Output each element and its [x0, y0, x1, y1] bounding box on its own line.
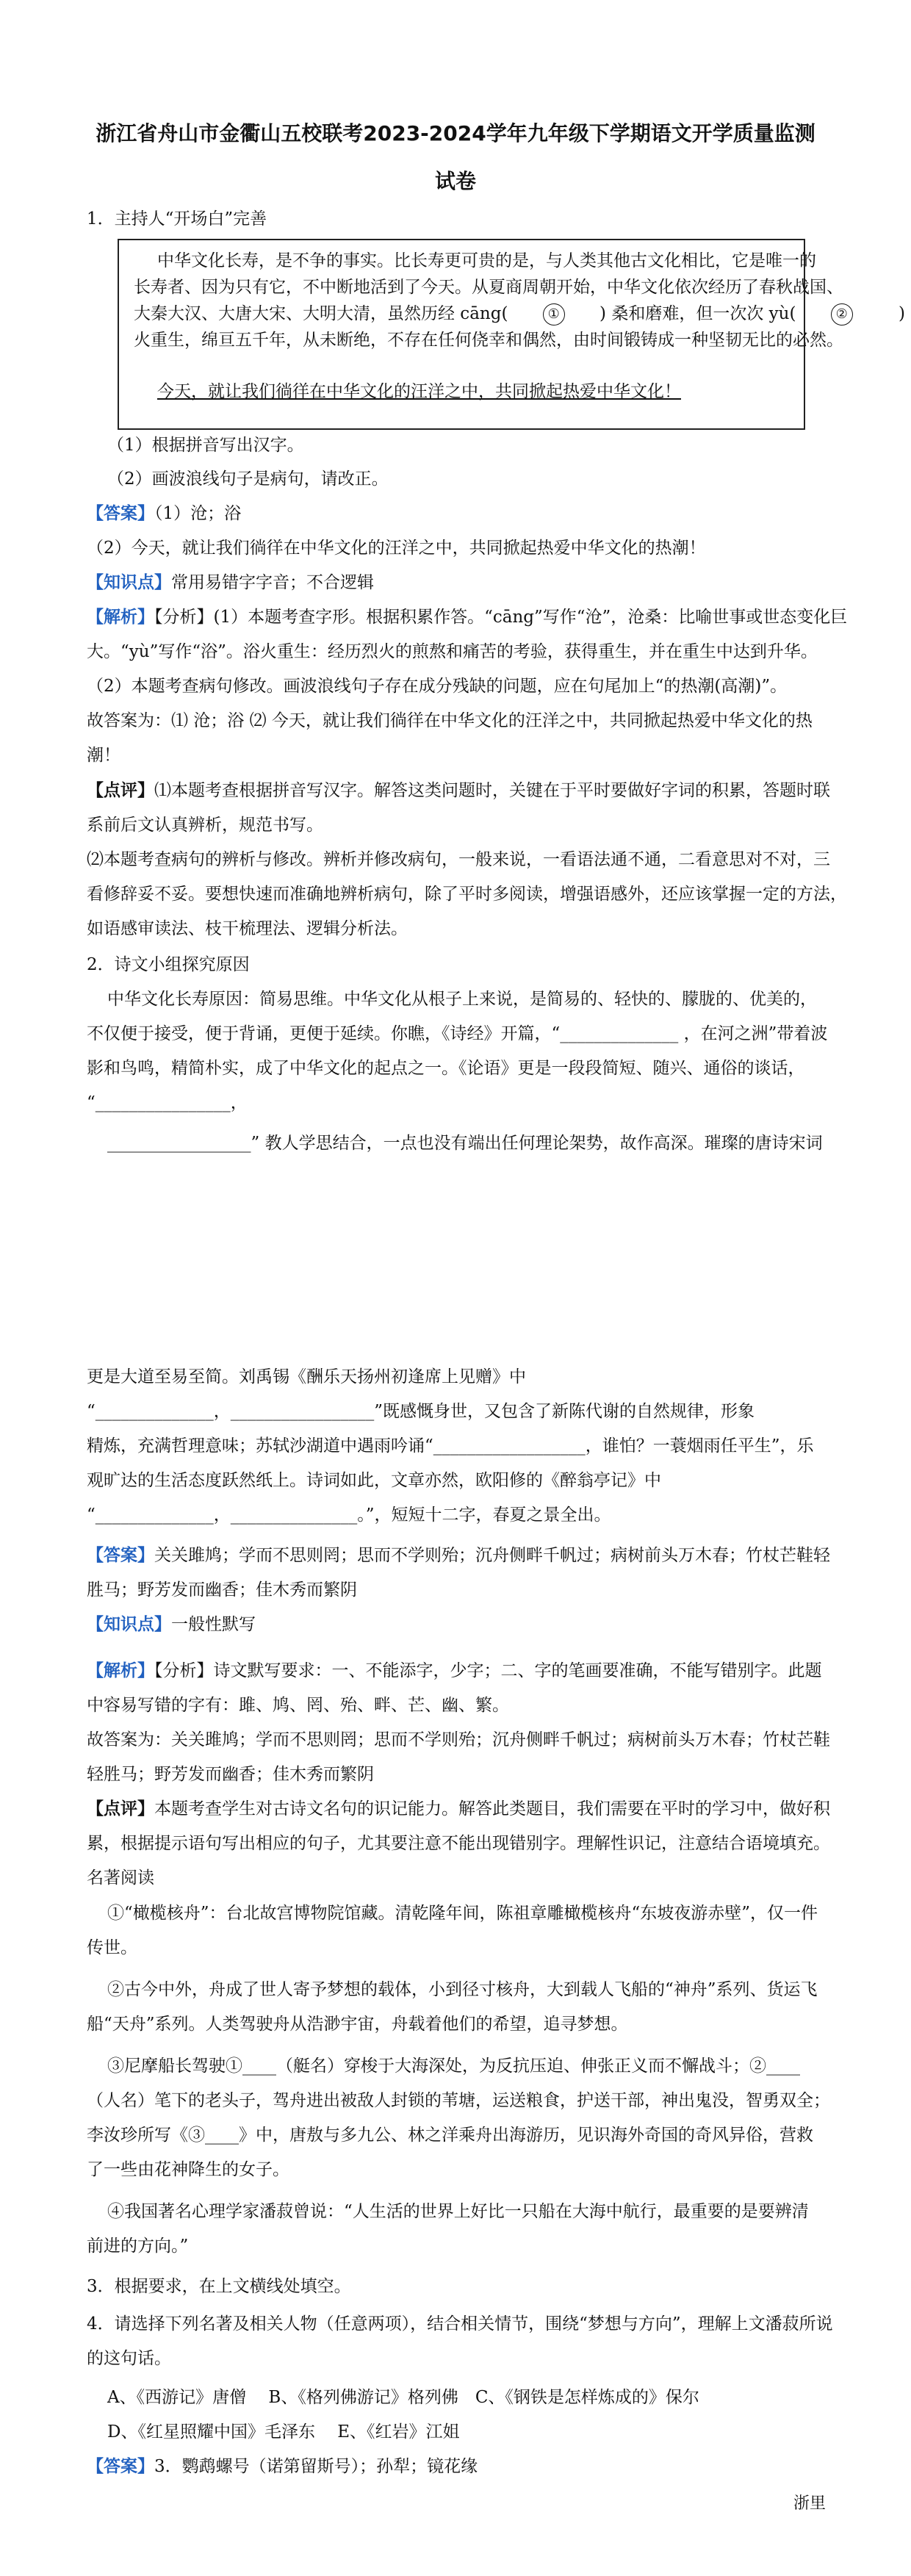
q2-kp-text: 一般性默写 — [171, 1615, 256, 1634]
reading-p2-2: 船“天舟”系列。人类驾驶舟从浩渺宇宙，舟载着他们的希望，追寻梦想。 — [87, 2015, 628, 2034]
q2-comment-2: 累，根据提示语句写出相应的句子，尤其要注意不能出现错别字。理解性识记，注意结合语境填充。 — [87, 1834, 830, 1853]
reading-p1-2: 传世。 — [87, 1938, 137, 1957]
q2-para2-1: 更是大道至易至简。刘禹锡《酬乐天扬州初逢席上见赠》中 — [87, 1367, 526, 1386]
q2-para2-5: “______________，_______________。”，短短十二字，春夏之景全出。 — [87, 1505, 611, 1525]
q1-analysis-4: 故答案为：⑴ 沧；浴 ⑵ 今天，就让我们徜徉在中华文化的汪洋之中，共同掀起热爱中华文化的热 — [87, 711, 813, 730]
q1-box-line-4: 火重生，绵亘五千年，从未断绝，不存在任何侥幸和偶然，由时间锻铸成一种坚韧无比的必然。 — [134, 331, 843, 350]
q1-comment-1 — [87, 779, 829, 802]
reading-p4-2: 前进的方向。” — [87, 2237, 189, 2256]
q2-analysis-4: 轻胜马；野芳发而幽香；佳木秀而繁阴 — [87, 1765, 374, 1784]
q1-box-wavy-sentence: 今天，就让我们徜徉在中华文化的汪洋之中，共同掀起热爱中华文化！ — [157, 382, 681, 401]
q1-comment-text-1: ⑴本题考查根据拼音写汉字。解答这类问题时，关键在于平时要做好字词的积累，答题时联 — [154, 781, 830, 800]
q2-analysis-3: 故答案为：关关雎鸠；学而不思则罔；思而不学则殆；沉舟侧畔千帆过；病树前头万木春；竹杖芒鞋 — [87, 1730, 830, 1749]
document-title-line1: 浙江省舟山市金衢山五校联考2023-2024学年九年级下学期语文开学质量监测 — [96, 121, 815, 145]
comment-tag: 【点评】 — [87, 780, 154, 800]
reading-p2-1: ②古今中外，舟成了世人寄予梦想的载体，小到径寸核舟，大到载人飞船的“神舟”系列、货运飞 — [107, 1980, 818, 1999]
q1-comment-3: ⑵本题考查病句的辨析与修改。辨析并修改病句，一般来说，一看语法通不通，二看意思对不对，三 — [87, 850, 830, 869]
q1-analysis-2: 大。“yù”写作“浴”。浴火重生：经历烈火的煎熬和痛苦的考验，获得重生，并在重生中达到升华。 — [87, 642, 818, 661]
page-footer: 浙里 — [793, 2494, 827, 2513]
q1-comment-4: 看修辞妥不妥。要想快速而准确地辨析病句，除了平时多阅读，增强语感外，还应该掌握一定的方法， — [87, 885, 847, 904]
q2-para-3: 影和鸟鸣，精简朴实，成了中华文化的起点之一。《论语》更是一段段简短、随兴、通俗的谈话， — [87, 1059, 805, 1078]
q2-para2-3: 精炼，充满哲理意味；苏轼沙湖道中遇雨吟诵“__________________，谁怕？一蓑烟雨任平生”，乐 — [87, 1436, 814, 1456]
blank-mark-2: ② — [831, 303, 853, 325]
q2-answer-2: 胜马；野芳发而幽香；佳木秀而繁阴 — [87, 1580, 357, 1600]
reading-p3-1: ③尼摩船长驾驶①____（艇名）穿梭于大海深处，为反抗压迫、伸张正义而不懈战斗；②____ — [107, 2057, 800, 2076]
q2-stem: 2．诗文小组探究原因 — [87, 955, 250, 974]
answer-tag: 【答案】 — [87, 1545, 154, 1565]
q1-box-line-3-c: ) — [899, 304, 906, 323]
reading-p4-1: ④我国著名心理学家潘菽曾说：“人生活的世界上好比一只船在大海中航行，最重要的是要辨清 — [107, 2202, 809, 2221]
q1-comment-2: 系前后文认真辨析，规范书写。 — [87, 816, 323, 835]
q2-comment-text-1: 本题考查学生对古诗文名句的识记能力。解答此类题目，我们需要在平时的学习中，做好积 — [154, 1799, 830, 1818]
q1-box-line-3-a: 大秦大汉、大唐大宋、大明大清，虽然历经 cāng( — [134, 304, 508, 323]
q2-comment-1 — [87, 1797, 829, 1821]
q1-sub2: （2）画波浪线句子是病句，请改正。 — [107, 469, 389, 489]
kp-tag: 【知识点】 — [87, 1614, 171, 1634]
q2-para2-2: “______________，_________________”既感慨身世，又包含了新陈代谢的自然规律，形象 — [87, 1402, 755, 1421]
q2-para-1: 中华文化长寿原因：简易思维。中华文化从根子上来说，是简易的、轻快的、朦胧的、优美的， — [107, 990, 817, 1009]
document-title-line2: 试卷 — [434, 169, 476, 193]
q1-analysis-1 — [87, 605, 848, 629]
q2-para-4: “________________， — [87, 1093, 248, 1112]
q1-analysis-3: （2）本题考查病句修改。画波浪线句子存在成分残缺的问题，应在句尾加上“的热潮(高潮)”。 — [87, 677, 788, 696]
reading-p3-3: 李汝珍所写《③____》中，唐敖与多九公、林之洋乘舟出海游历，见识海外奇国的奇风异俗，营救 — [87, 2126, 813, 2145]
q2-analysis-1 — [87, 1659, 829, 1683]
reading-p3-4: 了一些由花神降生的女子。 — [87, 2160, 289, 2179]
q1-box-line-3 — [134, 302, 906, 325]
q4-stem-1: 4．请选择下列名著及相关人物（任意两项），结合相关情节，围绕“梦想与方向”，理解上文潘菽所说 — [87, 2314, 833, 2334]
answer-tag: 【答案】 — [87, 2456, 154, 2476]
q2-para2-4: 观旷达的生活态度跃然纸上。诗词如此，文章亦然，欧阳修的《醉翁亭记》中 — [87, 1471, 661, 1490]
q2-answer-text-1: 关关雎鸠；学而不思则罔；思而不学则殆；沉舟侧畔千帆过；病树前头万木春；竹杖芒鞋轻 — [154, 1546, 830, 1565]
answer-tag: 【答案】 — [87, 503, 154, 523]
reading-answer — [87, 2455, 829, 2478]
q1-kp-text: 常用易错字字音；不合逻辑 — [171, 573, 374, 592]
q2-para-5: _________________” 教人学思结合，一点也没有端出任何理论架势，故作高深。璀璨的唐诗宋词 — [107, 1134, 823, 1153]
q1-passage-box — [118, 239, 906, 430]
q1-comment-5: 如语感审读法、枝干梳理法、逻辑分析法。 — [87, 919, 408, 938]
q1-answer-2: （2）今天，就让我们徜徉在中华文化的汪洋之中，共同掀起热爱中华文化的热潮！ — [87, 539, 706, 558]
q1-analysis-5: 潮！ — [87, 746, 120, 765]
q4-options-2: D、《红星照耀中国》毛泽东 E、《红岩》江姐 — [107, 2422, 460, 2442]
q1-answer-1 — [87, 502, 829, 525]
q2-knowledge-point — [87, 1613, 829, 1636]
q4-options-1: A、《西游记》唐僧 B、《格列佛游记》格列佛 C、《钢铁是怎样炼成的》保尔 — [107, 2388, 699, 2407]
analysis-tag: 【解析】 — [87, 1661, 154, 1680]
q1-stem: 1．主持人“开场白”完善 — [87, 209, 267, 229]
blank-mark-1: ① — [543, 303, 565, 325]
reading-answer-text: 3．鹦鹉螺号（诺第留斯号）；孙犁；镜花缘 — [154, 2457, 478, 2476]
q1-box-line-3-b: ) 桑和磨难，但一次次 yù( — [599, 304, 796, 323]
reading-heading: 名著阅读 — [87, 1868, 154, 1888]
q1-sub1: （1）根据拼音写出汉字。 — [107, 436, 304, 455]
q4-stem-2: 的这句话。 — [87, 2349, 171, 2368]
q3-stem: 3．根据要求，在上文横线处填空。 — [87, 2277, 351, 2296]
q2-answer-1 — [87, 1544, 829, 1567]
reading-p1-1: ①“橄榄核舟”：台北故宫博物院馆藏。清乾隆年间，陈祖章雕橄榄核舟“东坡夜游赤壁”，仅一件 — [107, 1904, 818, 1923]
q1-answer-text-1: （1）沧；浴 — [154, 504, 242, 523]
q1-knowledge-point — [87, 571, 829, 594]
q1-box-line-2: 长寿者、因为只有它，不中断地活到了今天。从夏商周朝开始，中华文化依次经历了春秋战国、 — [134, 278, 843, 297]
q2-analysis-2: 中容易写错的字有：雎、鸠、罔、殆、畔、芒、幽、繁。 — [87, 1696, 509, 1715]
q1-box-line-1: 中华文化长寿，是不争的事实。比长寿更可贵的是，与人类其他古文化相比，它是唯一的 — [157, 251, 816, 270]
q2-para-2: 不仅便于接受，便于背诵，更便于延续。你瞧，《诗经》开篇，“______________ ，在河之洲”带着波 — [87, 1024, 828, 1043]
q1-analysis-text-1: 【分析】(1）本题考查字形。根据积累作答。“cāng”写作“沧”，沧桑：比喻世事或世态变化巨 — [154, 608, 848, 627]
q2-analysis-text-1: 【分析】诗文默写要求：一、不能添字，少字；二、字的笔画要准确，不能写错别字。此题 — [154, 1661, 822, 1680]
kp-tag: 【知识点】 — [87, 572, 171, 592]
reading-p3-2: （人名）笔下的老头子，驾舟进出被敌人封锁的苇塘，运送粮食，护送干部，神出鬼没，智勇双全； — [87, 2091, 830, 2110]
comment-tag: 【点评】 — [87, 1799, 154, 1818]
analysis-tag: 【解析】 — [87, 607, 154, 627]
